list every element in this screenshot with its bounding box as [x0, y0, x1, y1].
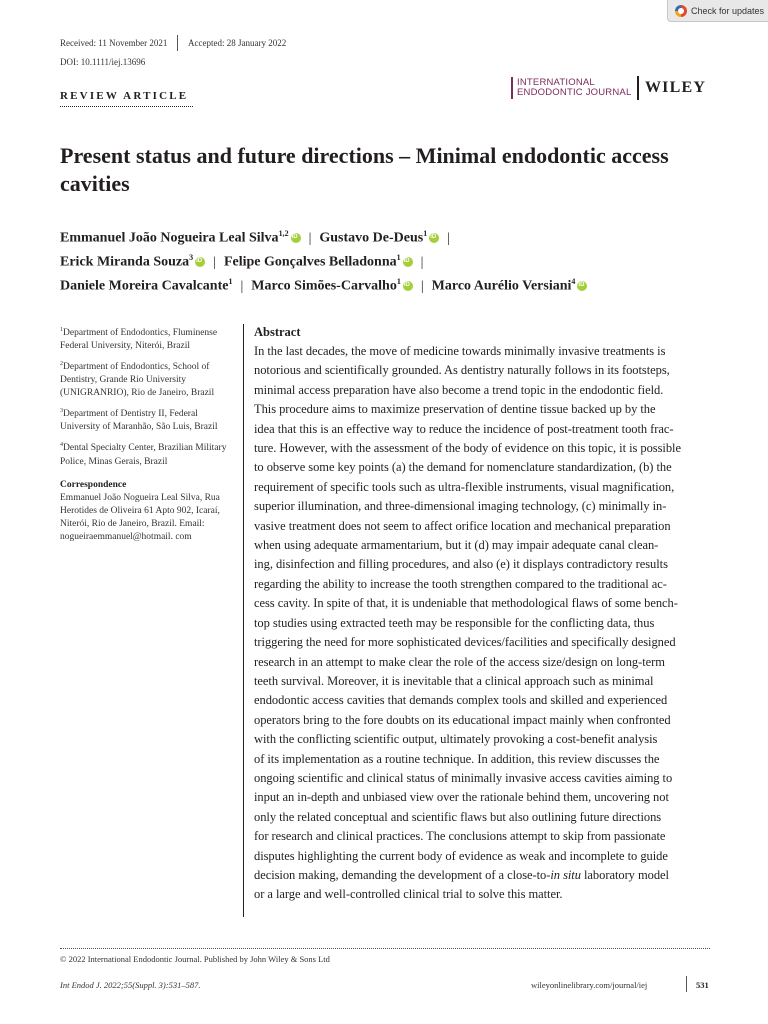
copyright: © 2022 International Endodontic Journal. Published by John Wiley & Sons Ltd: [60, 954, 330, 964]
section-underline: [60, 106, 193, 107]
author-line-2: [60, 253, 431, 271]
author-affil-sup: 4: [571, 277, 576, 286]
author-affil-sup: 1,2: [278, 229, 289, 238]
journal-url[interactable]: wileyonlinelibrary.com/journal/iej: [531, 980, 648, 990]
author-name[interactable]: Gustavo De-Deus: [319, 230, 424, 246]
header-divider: [177, 35, 178, 51]
journal-logo: [511, 75, 706, 101]
publisher-logo: WILEY: [644, 79, 707, 96]
abstract-line: minimal access preparation have also become a trend topic in the endodontic field.: [254, 382, 664, 397]
abstract-line: notorious and scientifically grounded. As dentistry naturally follows in its footsteps,: [254, 363, 670, 378]
author-line-3: [60, 277, 587, 295]
author-separator: |: [240, 278, 244, 294]
author-name[interactable]: Marco Simões-Carvalho: [251, 278, 397, 294]
section-label: REVIEW ARTICLE: [60, 90, 189, 102]
crossmark-icon: [675, 5, 687, 17]
author-affil-sup: 1: [228, 277, 233, 286]
author-separator: |: [213, 254, 216, 270]
abstract-line: only the related conceptual and scientific flaws but also outlining future directions: [254, 809, 662, 824]
author-separator: |: [308, 230, 312, 246]
doi[interactable]: DOI: 10.1111/iej.13696: [60, 57, 146, 67]
abstract-line: operators bring to the fore doubts on its educational impact mainly when confronted: [254, 712, 671, 727]
author-affil-sup: 1: [396, 277, 401, 286]
accepted-date: Accepted: 28 January 2022: [188, 38, 287, 48]
author-name[interactable]: Marco Aurélio Versiani: [431, 278, 572, 294]
abstract-line: to observe some key points (a) the demand for nomenclature standardization, (b) the: [254, 460, 672, 475]
abstract-line: superior illumination, and three-dimensional imaging technology, (c) minimally in-: [254, 499, 667, 514]
abstract-line: for research and clinical practices. The conclusions attempt to skip from passionate: [254, 829, 666, 844]
affiliations: [60, 324, 238, 549]
journal-name-line1: INTERNATIONAL: [517, 77, 595, 88]
affiliation-2: $^2$Department of Endodontics, School of Dentistry, Grande Rio University (UNIGRANRIO), Rio de Janeiro, Brazil: [60, 361, 215, 399]
author-separator: |: [447, 230, 451, 246]
author-affil-sup: 1: [396, 253, 401, 262]
journal-logo-bar: [511, 77, 513, 99]
footer-divider: [686, 976, 687, 992]
abstract-line: of its implementation as a routine technique. In addition, this review discusses the: [254, 751, 660, 766]
check-for-updates-label: Check for updates: [691, 5, 765, 16]
abstract-heading: Abstract: [254, 325, 301, 339]
correspondence-text: Emmanuel João Nogueira Leal Silva, Rua Herotides de Oliveira 61 Apto 902, Icaraí, Niterói, Rio de Janeiro, Brazil. Email: nogueiraemmanuel@hotmail. com: [60, 492, 220, 542]
page-number: 531: [696, 980, 709, 990]
italic-phrase: in situ: [550, 867, 581, 882]
abstract-body: [254, 342, 710, 905]
affiliation-3: $^3$Department of Dentistry II, Federal University of Maranhão, São Luis, Brazil: [60, 408, 218, 433]
abstract-line: ongoing scientific and clinical status of minimally invasive access cavities aiming to: [254, 770, 673, 785]
abstract-line: regarding the ability to increase the tooth strengthen compared to the traditional ac-: [254, 576, 667, 591]
logo-divider: [637, 76, 639, 100]
abstract-line: decision making, demanding the development of a close-to-in situ laboratory model: [254, 867, 669, 882]
abstract-line: or a large and well-controlled clinical trial to solve this matter.: [254, 887, 563, 902]
article-title: Present status and future directions – Minimal endodontic access cavities: [60, 143, 669, 196]
check-for-updates-button[interactable]: [667, 0, 768, 22]
abstract-line: triggering the need for more sophisticated devices/facilities and specifically designed: [254, 635, 676, 650]
author-separator: |: [420, 278, 424, 294]
abstract-line: This procedure aims to maximize preservation of dentine tissue backed up by the: [254, 402, 656, 417]
abstract-line: endodontic access cavities that demands complex tools and skilled and experienced: [254, 693, 668, 708]
abstract-line: requirement of specific tools such as ultra-flexible instruments, visual magnification,: [254, 479, 675, 494]
author-name[interactable]: Felipe Gonçalves Belladonna: [223, 254, 397, 270]
abstract-line: cess cavity. In spite of that, it is undeniable that methodological flaws of some bench-: [254, 596, 678, 611]
affiliation-1: $^1$Department of Endodontics, Fluminense Federal University, Niterói, Brazil: [60, 327, 218, 352]
author-name[interactable]: Daniele Moreira Cavalcante: [60, 278, 229, 294]
abstract-line: top studies using extracted teeth may be responsible for the conflicting data, thus: [254, 615, 655, 630]
abstract-line: with the conflicting scientific output, ultimately provoking a cost-benefit analysis: [254, 732, 658, 747]
abstract-line: teeth survival. Moreover, it is inevitable that a clinical approach such as minimal: [254, 673, 654, 688]
abstract: [254, 325, 710, 905]
citation: Int Endod J. 2022;55(Suppl. 3):531–587.: [60, 980, 201, 990]
abstract-line: when using adequate armamentarium, but it (d) may impair adequate canal clean-: [254, 538, 659, 553]
journal-name-line2: ENDODONTIC JOURNAL: [517, 87, 632, 98]
author-line-1: [60, 229, 458, 247]
orcid-icon[interactable]: [403, 281, 413, 291]
abstract-line: input an in-depth and unbiased view over the rationale behind them, uncovering not: [254, 790, 669, 805]
footer-rule: [60, 948, 710, 949]
abstract-line: ing, disinfection and filling procedures, and also (e) it displays contradictory results: [254, 557, 668, 572]
orcid-icon[interactable]: [429, 233, 439, 243]
affiliation-4: $^4$Dental Specialty Center, Brazilian Military Police, Minas Gerais, Brazil: [60, 442, 227, 467]
received-date: Received: 11 November 2021: [60, 38, 168, 48]
orcid-icon[interactable]: [195, 257, 205, 267]
orcid-icon[interactable]: [577, 281, 587, 291]
abstract-line: disputes highlighting the current body of evidence as weak and incomplete to guide: [254, 848, 668, 863]
author-affil-sup: 1: [423, 229, 428, 238]
author-separator: |: [420, 254, 424, 270]
abstract-rule: [243, 324, 244, 917]
author-name[interactable]: Emmanuel João Nogueira Leal Silva: [60, 230, 279, 246]
abstract-line: research in an attempt to make clear the role of the access size/design on long-term: [254, 654, 665, 669]
orcid-icon[interactable]: [291, 233, 301, 243]
abstract-line: In the last decades, the move of medicine towards minimally invasive treatments is: [254, 344, 666, 358]
abstract-line: vasive treatment does not seem to affect orifice location and mechanical preparation: [254, 518, 671, 533]
abstract-line: idea that this is an effective way to reduce the incidence of post-treatment tooth frac-: [254, 421, 674, 436]
abstract-line: ture. However, with the assessment of the body of evidence on this topic, it is possible: [254, 441, 681, 456]
correspondence-heading: Correspondence: [60, 479, 127, 490]
orcid-icon[interactable]: [403, 257, 413, 267]
author-name[interactable]: Erick Miranda Souza: [60, 254, 190, 270]
author-affil-sup: 3: [189, 253, 194, 262]
